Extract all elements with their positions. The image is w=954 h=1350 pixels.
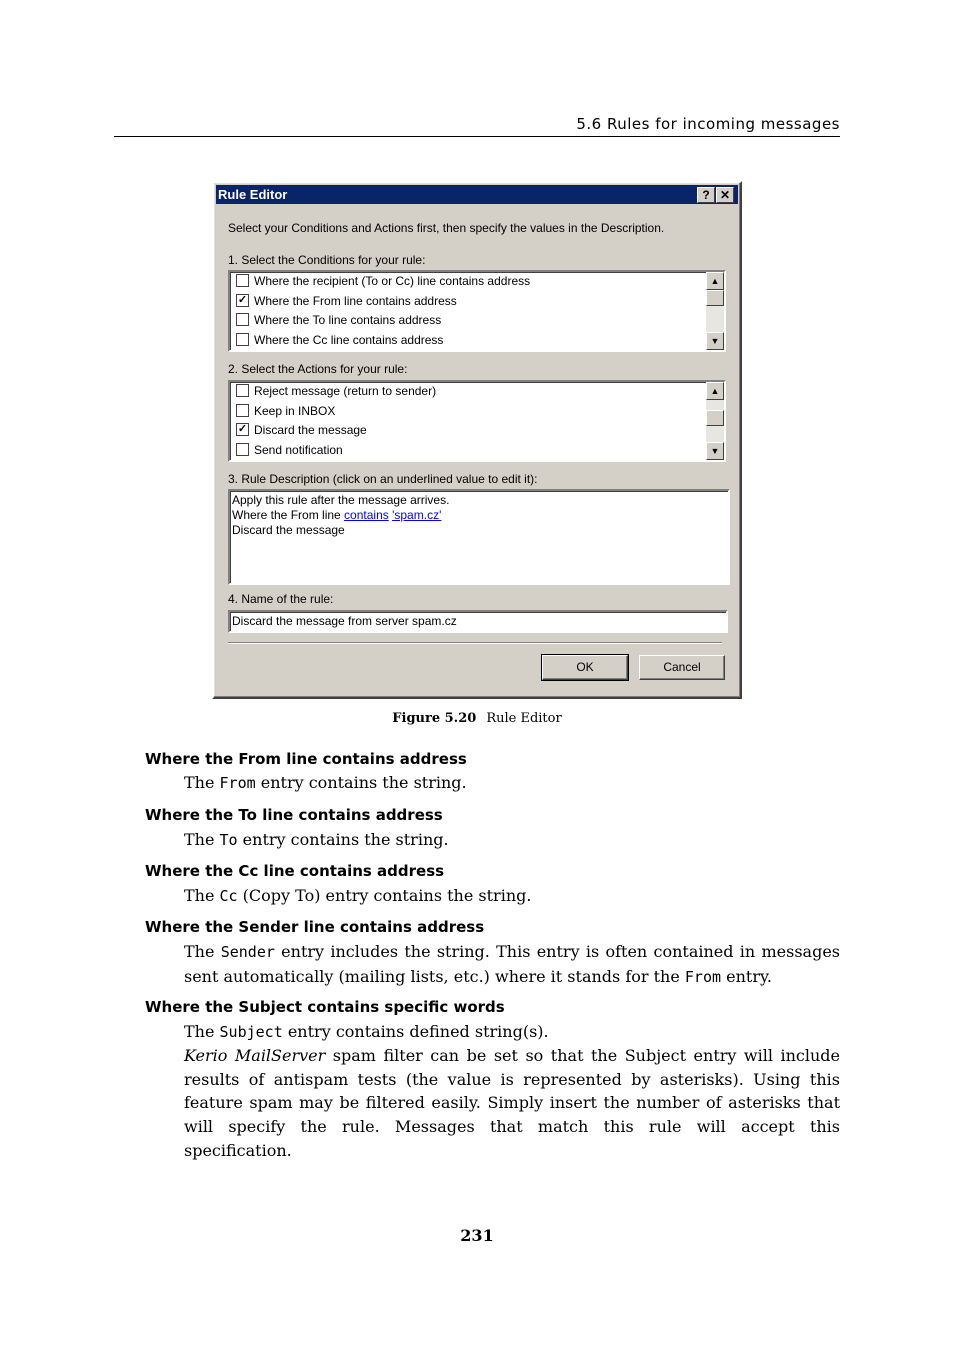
cancel-button[interactable]: Cancel: [639, 655, 725, 680]
condition-item[interactable]: [230, 272, 724, 292]
action-label: Reject message (return to sender): [254, 384, 437, 398]
rule-name-field[interactable]: Discard the message from server spam.cz: [228, 610, 728, 633]
dialog-title: Rule Editor: [218, 187, 288, 202]
action-label: Send notification: [254, 442, 343, 457]
checkbox[interactable]: [236, 384, 249, 397]
action-item[interactable]: [230, 382, 724, 402]
actions-scrollbar[interactable]: [706, 382, 724, 460]
action-label: Keep in INBOX: [254, 403, 336, 418]
checkbox[interactable]: [236, 313, 249, 326]
figure-number: Figure 5.20: [392, 711, 477, 726]
description-label: 3. Rule Description (click on an underlined value to edit it):: [228, 472, 538, 486]
condition-item[interactable]: [230, 311, 724, 331]
conditions-label: 1. Select the Conditions for your rule:: [228, 253, 426, 267]
section-heading: Where the Cc line contains address: [145, 862, 445, 880]
action-label: Discard the message: [254, 423, 367, 437]
condition-label: Where the To line contains address: [254, 313, 442, 327]
contains-link[interactable]: contains: [344, 508, 389, 522]
section-body: The Subject entry contains defined string(s).: [184, 1022, 549, 1041]
conditions-list[interactable]: [228, 270, 726, 352]
help-button[interactable]: ?: [697, 187, 715, 203]
condition-label: Where the Cc line contains address: [254, 332, 444, 347]
scroll-down-icon[interactable]: ▼: [706, 442, 724, 460]
section-body: The Cc (Copy To) entry contains the string.: [184, 886, 532, 905]
checkbox[interactable]: [236, 274, 249, 287]
section-body: Kerio MailServer spam filter can be set so that the Subject entry will include results of antispam tests (the value is represented by asterisks). Using this feature spam may be filtered easily. Simply insert the number of asterisks that will specify the rule. Messages that match this rule will accept this specification.: [184, 1046, 841, 1160]
checkbox-checked[interactable]: ✓: [237, 293, 248, 306]
checkbox-checked[interactable]: ✓: [237, 423, 248, 436]
actions-label: 2. Select the Actions for your rule:: [228, 362, 408, 376]
name-label: 4. Name of the rule:: [228, 592, 334, 606]
figure-caption: [0, 711, 954, 726]
section-body: The To entry contains the string.: [184, 830, 449, 849]
description-line: Apply this rule after the message arrives.: [232, 493, 450, 507]
description-text: Where the From line: [232, 508, 345, 522]
action-item[interactable]: [230, 421, 724, 441]
action-item[interactable]: [230, 441, 724, 461]
description-line: Discard the message: [232, 523, 345, 537]
scroll-down-icon[interactable]: ▼: [706, 332, 724, 350]
condition-label: Where the recipient (To or Cc) line contains address: [254, 274, 531, 288]
condition-item[interactable]: [230, 331, 724, 351]
section-heading: Where the Subject contains specific words: [145, 998, 505, 1016]
condition-label: Where the From line contains address: [254, 293, 457, 308]
description-line: [232, 508, 726, 523]
title-bar[interactable]: [216, 185, 738, 204]
conditions-scrollbar[interactable]: [706, 272, 724, 350]
action-item[interactable]: [230, 402, 724, 422]
rule-editor-dialog: [212, 181, 742, 699]
scroll-thumb[interactable]: [706, 410, 724, 426]
actions-list[interactable]: [228, 380, 726, 462]
scroll-up-icon[interactable]: ▲: [706, 272, 724, 290]
rule-description: [228, 489, 730, 585]
value-link[interactable]: 'spam.cz': [392, 508, 442, 522]
section-body: The From entry contains the string.: [184, 773, 467, 792]
checkbox[interactable]: [236, 404, 249, 417]
scroll-thumb[interactable]: [706, 290, 724, 306]
ok-button[interactable]: OK: [542, 655, 628, 680]
running-header: [114, 114, 840, 137]
page-number: 231: [460, 1226, 494, 1245]
section-heading: Where the To line contains address: [145, 806, 443, 824]
section-title: 5.6 Rules for incoming messages: [576, 115, 840, 133]
separator: [228, 642, 722, 644]
intro-text: Select your Conditions and Actions first, then specify the values in the Description.: [228, 221, 665, 235]
section-body: The Sender entry includes the string. This entry is often contained in messages sent automatically (mailing lists, etc.) where it stands for the From entry.: [184, 942, 840, 986]
figure-title: Rule Editor: [486, 711, 562, 726]
section-heading: Where the Sender line contains address: [145, 918, 485, 936]
section-heading: Where the From line contains address: [145, 750, 467, 768]
checkbox[interactable]: [236, 333, 249, 346]
close-button[interactable]: ✕: [716, 187, 734, 203]
scroll-up-icon[interactable]: ▲: [706, 382, 724, 400]
checkbox[interactable]: [236, 443, 249, 456]
product-name: Kerio MailServer: [184, 1046, 326, 1065]
condition-item[interactable]: [230, 292, 724, 312]
